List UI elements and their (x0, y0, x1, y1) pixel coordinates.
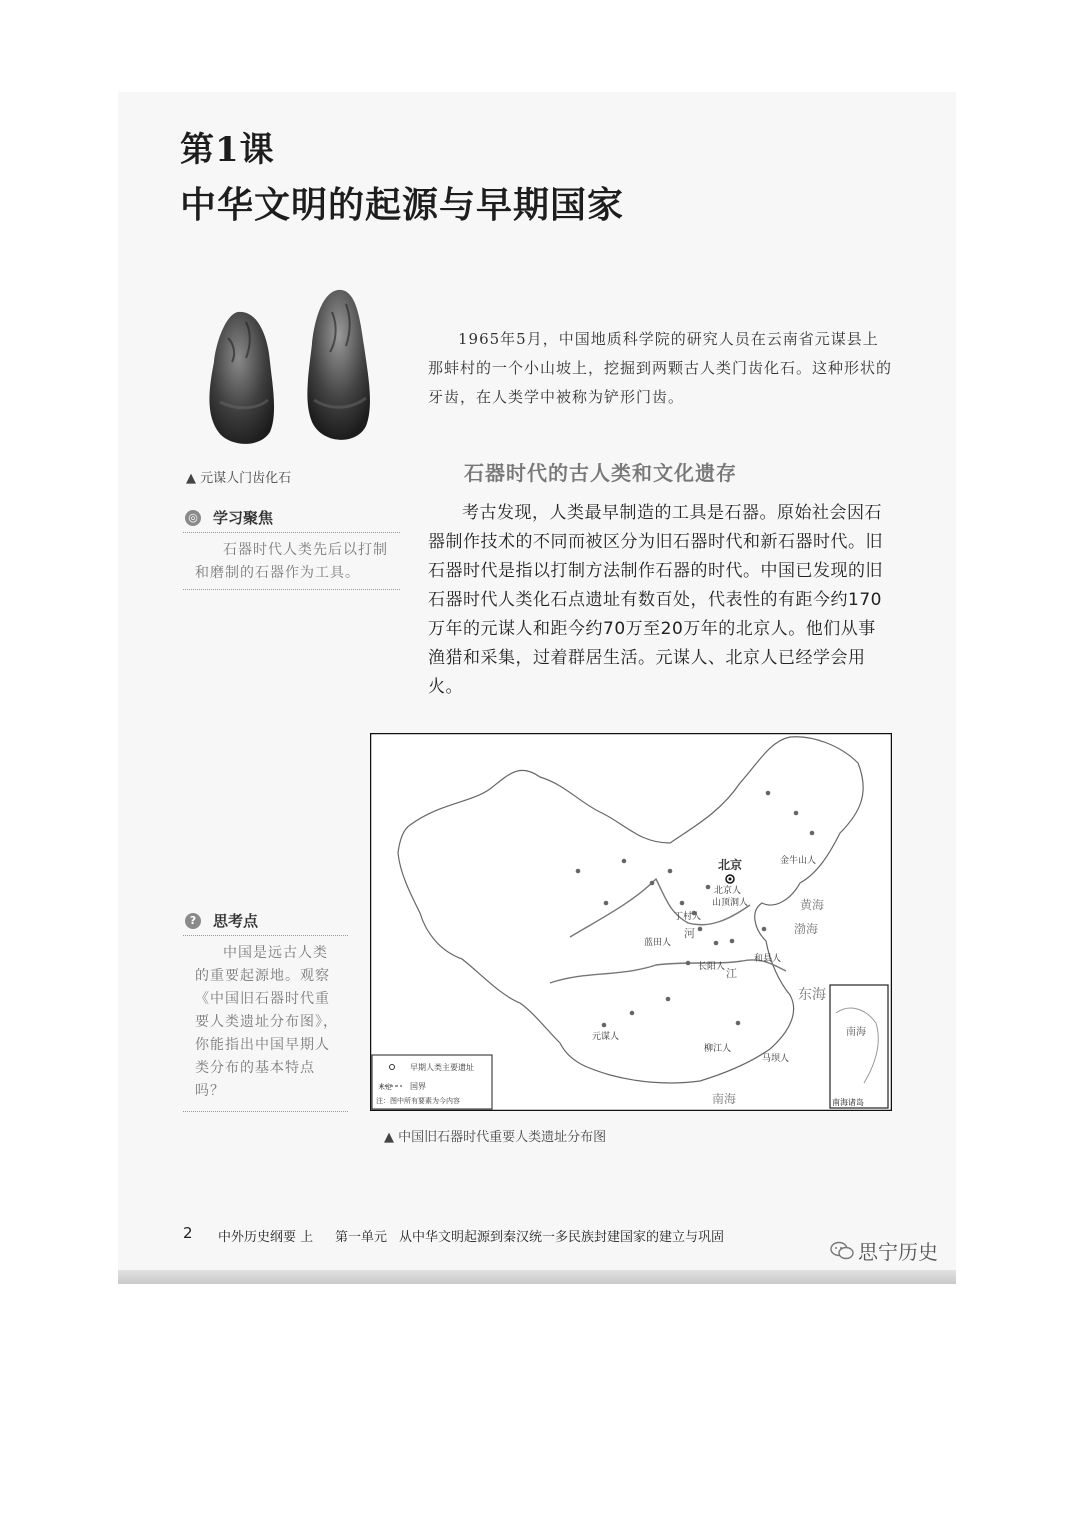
section-body: 考古发现，人类最早制造的工具是石器。原始社会因石器制作技术的不同而被区分为旧石器时代和新石器时代。旧石器时代是指以打制方法制作石器的时代。中国已发现的旧石器时代人类化石点遗址有数百处，代表性的有距今约170万年的元谋人和距今约70万至20万年的北京人。他们从事渔猎和采集，过着群居生活。元谋人、北京人已经学会用火。 (428, 503, 883, 697)
map-legend-sites: 早期人类主要遗址 (410, 1063, 474, 1072)
map-label-changyang: 长阳人 (698, 962, 726, 972)
map-label-shandingdong: 山顶洞人 (712, 898, 749, 908)
map-label-liujiang: 柳江人 (704, 1044, 732, 1054)
map-label-yuanmou: 元谋人 (592, 1032, 620, 1042)
map-caption: ▲ 中国旧石器时代重要人类遗址分布图 (384, 1130, 607, 1145)
learning-focus-text: 石器时代人类先后以打制和磨制的石器作为工具。 (195, 542, 388, 581)
map-label-jiang: 江 (726, 967, 737, 980)
lesson-title: 中华文明的起源与早期国家 (180, 184, 625, 226)
map-label-mapa: 马坝人 (762, 1054, 790, 1064)
page-bottom-band (118, 1270, 956, 1284)
map-label-nanhai: 南海 (712, 1092, 737, 1106)
map-label-heshan: 和县人 (754, 954, 782, 964)
photo-caption: ▲ 元谋人门齿化石 (186, 471, 292, 486)
map-inset-label: 南海诸岛 (832, 1098, 864, 1107)
footer-unit: 第一单元 (335, 1230, 388, 1245)
map-label-lantian: 蓝田人 (644, 938, 672, 948)
think-point-title: 思考点 (213, 912, 259, 930)
question-icon: ? (185, 913, 201, 929)
map-label-beijing: 北京 (718, 858, 743, 872)
map-legend-note: 注：图中所有要素为今内容 (376, 1097, 460, 1105)
fossil-teeth-photo (186, 282, 390, 452)
learning-focus-title: 学习聚焦 (213, 509, 274, 527)
footer-book: 中外历史纲要 上 (218, 1230, 314, 1245)
map-label-huanghai: 黄海 (800, 898, 825, 912)
map-label-beijingren: 北京人 (714, 886, 742, 896)
section-title: 石器时代的古人类和文化遗存 (464, 461, 737, 485)
think-point-box (183, 910, 348, 1112)
think-point-text: 中国是远古人类的重要起源地。观察《中国旧石器时代重要人类遗址分布图》，你能指出中国早期人类分布的基本特点吗？ (183, 942, 348, 1112)
map-label-he: 河 (684, 927, 695, 940)
learning-focus-heading (183, 507, 400, 533)
map-label-dingcun: 丁村人 (674, 912, 702, 922)
lesson-number: 第1课 (180, 130, 275, 170)
think-point-heading (183, 910, 348, 936)
footer-unit-title: 从中华文明起源到秦汉统一多民族封建国家的建立与巩固 (399, 1230, 725, 1245)
page-number: 2 (183, 1224, 193, 1242)
map-legend-undetermined: 未定 (378, 1083, 392, 1091)
map-label-jinniushan: 金牛山人 (780, 856, 817, 866)
map-label-donghai: 东海 (798, 987, 826, 1003)
watermark-text: 思宁历史 (858, 1240, 938, 1264)
map-inset-sea: 南海 (846, 1027, 866, 1038)
intro-paragraph: 1965年5月，中国地质科学院的研究人员在云南省元谋县上那蚌村的一个小山坡上，挖掘到两颗古人类门齿化石。这种形状的牙齿，在人类学中被称为铲形门齿。 (428, 330, 893, 406)
learning-focus-box (183, 507, 400, 590)
map-label-bohai: 渤海 (794, 922, 819, 936)
paleolithic-sites-map (370, 733, 892, 1111)
watermark (830, 1236, 938, 1265)
wechat-icon (830, 1241, 854, 1261)
target-icon: ◎ (185, 510, 201, 526)
map-legend-border: 国界 (410, 1082, 426, 1091)
